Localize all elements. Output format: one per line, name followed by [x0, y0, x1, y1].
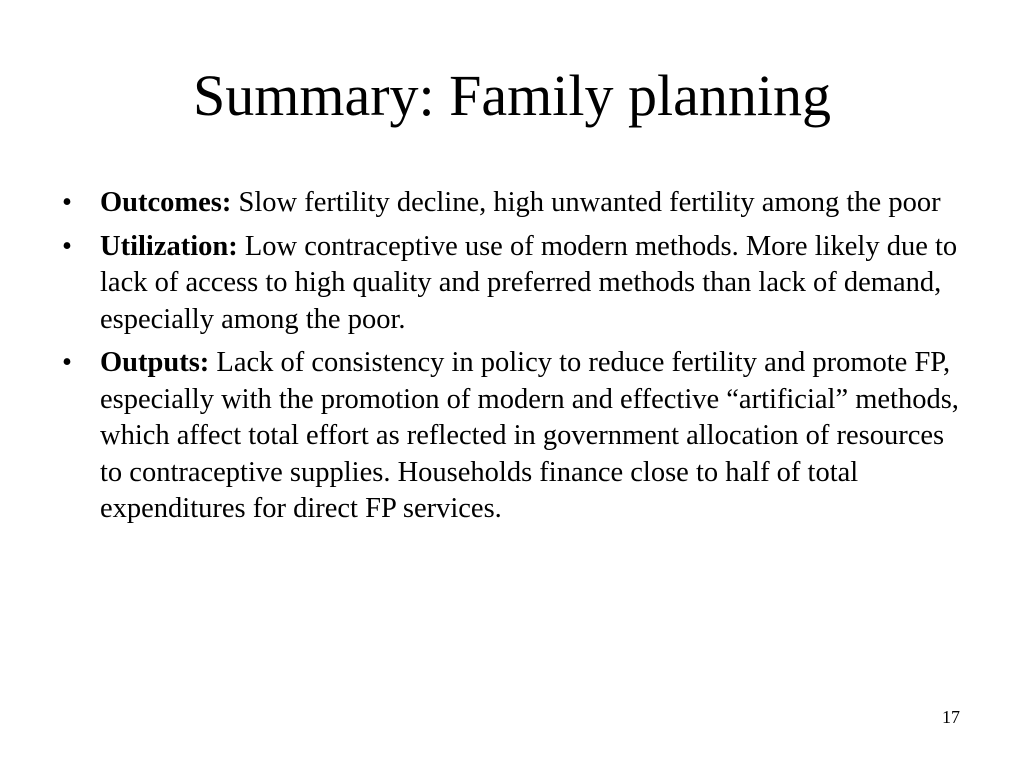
bullet-text-outputs: Lack of consistency in policy to reduce fertility and promote FP, especially with the promotion of modern and effective “artificial” methods, which affect total effort as reflected in government allocation of resources to contraceptive supplies. Households finance close to half of total expenditures for direct FP services.: [100, 347, 959, 524]
bullet-text-utilization: Low contraceptive use of modern methods. More likely due to lack of access to high quality and preferred methods than lack of demand, especially among the poor.: [100, 230, 958, 335]
bullet-item-utilization: [62, 229, 962, 339]
page-number: 17: [942, 707, 960, 727]
slide-title: Summary: Family planning: [193, 63, 831, 128]
bullet-term-utilization: Utilization:: [100, 230, 238, 262]
bullet-marker: •: [62, 347, 72, 378]
bullet-term-outputs: Outputs:: [100, 347, 210, 378]
bullet-list: [62, 185, 962, 535]
bullet-marker: •: [62, 187, 72, 218]
bullet-item-outputs: [62, 345, 962, 528]
bullet-term-outcomes: Outcomes:: [100, 187, 232, 218]
bullet-marker: •: [62, 230, 72, 262]
bullet-item-outcomes: [62, 185, 962, 222]
bullet-text-outcomes: Slow fertility decline, high unwanted fertility among the poor: [238, 187, 941, 218]
